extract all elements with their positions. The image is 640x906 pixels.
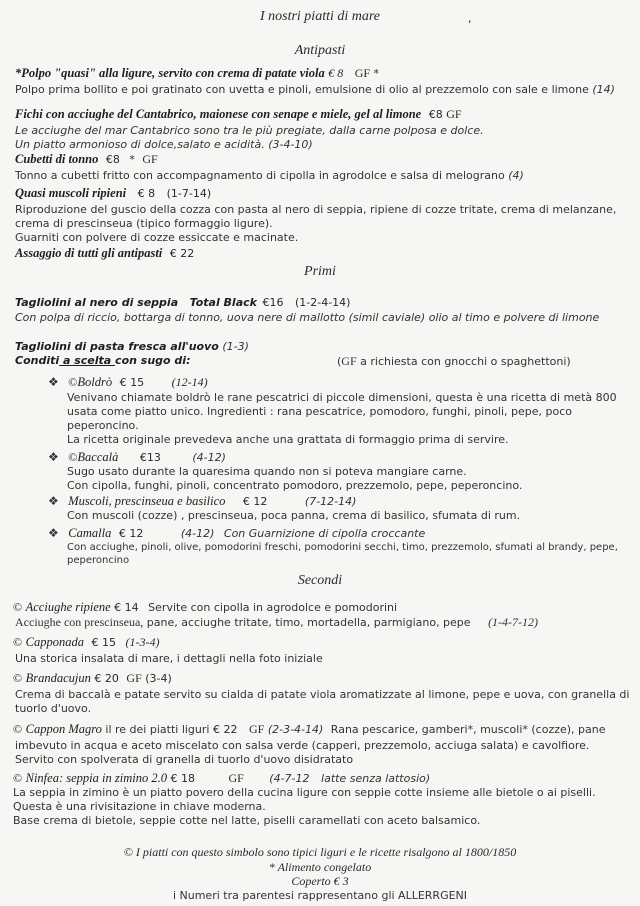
gluten-free-icon: GF [248,722,265,736]
classic-ligurian-icon: © [68,375,78,389]
sauce-camalla [48,526,425,541]
gluten-free-icon: GF [446,107,462,121]
condiments-label: Conditi [15,354,60,367]
gluten-free-icon: GF [142,152,158,166]
allergens: (14) [592,83,615,96]
dish-fichi [15,107,462,122]
sauce-muscoli [48,494,356,509]
section-title-primi: Primi [304,264,336,279]
dish-price: € 14 [114,601,139,614]
condiments-line [15,354,190,367]
desc-line: Venivano chiamate boldrò le rane pescatrici di piccole dimensioni, questa è una ricetta di metà 800 [67,391,617,404]
frozen-icon: * [373,67,380,80]
allergens: (2-3-4-14) [267,723,324,736]
desc-line: Con muscoli (cozze) , prescinseua, poca panna, crema di basilico, sfumata di rum. [67,509,521,522]
gf-note [337,354,571,369]
allergens: (4-12) [180,527,215,540]
dish-cappon-magro [13,722,606,737]
dish-tagline: il re dei piatti liguri [105,723,210,736]
gluten-free-icon: GF [126,671,142,685]
desc-line: Crema di baccalà e patate servito su cialda di patate viola aromatizzate al limone, pepe e uova, con granella di [15,688,630,701]
desc-lead: Acciughe con prescinseua, [15,615,144,629]
dish-price: € 22 [169,247,195,260]
dish-name: Ninfea: seppia in zimino 2.0 [25,771,167,785]
dish-name: Baccalà [77,450,119,464]
classic-ligurian-icon: © [13,671,23,685]
dish-name: Boldrò [77,375,113,389]
dish-note: Con Guarnizione di cipolla croccante [223,527,426,540]
gluten-free-icon: GF [354,66,371,80]
dish-description [15,83,615,96]
classic-ligurian-icon: © [13,771,23,785]
dish-name: Camalla [68,526,112,540]
dish-assaggio [15,246,194,261]
dish-price: €8 [105,153,120,166]
dish-price: € 8 [137,187,156,200]
desc-line: Le acciughe del mar Cantabrico sono tra le più pregiate, dalla carne polposa e dolce. [15,124,484,137]
allergens: (3-4) [145,672,172,685]
allergens: (1-3) [222,340,249,353]
footer-classic-note: © I piatti con questo simbolo sono tipici liguri e le ricette risalgono al 1800/1850 [123,845,517,859]
allergens: (4-7-12 [269,772,310,785]
classic-ligurian-icon: © [13,600,23,614]
diamond-bullet-icon: ❖ [48,494,59,508]
diamond-bullet-icon: ❖ [48,526,59,540]
sauce-baccala [48,450,226,465]
desc-line: Base crema di bietole, seppie cotte nel latte, piselli caramellati con aceto balsamico. [13,814,481,827]
condiments-label-end: con sugo di: [115,354,191,367]
allergens: (1-2-4-14) [294,296,351,309]
desc-line: usata come piatto unico. Ingredienti : rana pescatrice, pomodoro, funghi, pinoli, pepe, poco [67,405,573,418]
sauce-boldro [48,375,208,390]
dish-price: € 12 [242,495,268,508]
footer-frozen-note: * Alimento congelato [268,860,372,874]
dish-ninfea [13,771,430,786]
allergens: (3-4-10) [268,138,313,151]
dish-acciughe-ripiene [13,600,397,615]
dish-name: Fichi con acciughe del Cantabrico, maionese con senape e miele, gel al limone [15,107,422,121]
allergen-note: latte senza lattosio) [321,772,431,785]
gf-note-text: a richiesta con gnocchi o spaghettoni) [356,355,571,368]
desc-line: Tonno a cubetti fritto con accompagnamento di cipolla in agrodolce e salsa di melograno [15,169,505,182]
dish-price: € 15 [91,636,116,649]
dish-capponada [13,635,159,650]
desc-line: peperoncino [67,555,130,566]
dish-price: € 20 [94,672,119,685]
allergens: (12-14) [171,375,208,389]
allergens: (1-7-14) [166,187,212,200]
dish-tagliolini [15,340,249,353]
desc-line: Con cipolla, funghi, pinoli, concentrato pomodoro, prezzemolo, pepe, peperoncino. [67,479,523,492]
dish-price: € 12 [118,527,144,540]
footer-coperto: Coperto € 3 [291,874,349,888]
dish-name: Muscoli, prescinseua e basilico [68,494,226,508]
desc-line: Polpo prima bollito e poi gratinato con uvetta e pinoli, emulsione di olio al prezzemolo con sale e limone [15,83,589,96]
desc-line: peperoncino. [67,419,139,432]
desc-line: tuorlo d'uovo. [15,702,92,715]
dish-price: € 18 [170,772,195,785]
desc-line: pane, acciughe tritate, timo, mortadella, parmigiano, pepe [146,616,471,629]
dish-name: Cubetti di tonno [15,152,99,166]
dish-name: Brandacujun [25,671,91,685]
dish-price: € 22 [212,723,238,736]
desc-line: crema di prescinseua (tipico formaggio ligure). [15,217,273,230]
dish-total-black [15,296,350,309]
gluten-free-icon: GF [228,771,244,785]
allergens: (4) [508,169,524,182]
dish-name: Quasi muscoli ripieni [15,186,127,200]
dish-price: €8 [428,108,443,121]
classic-ligurian-icon: © [13,635,23,649]
diamond-bullet-icon: ❖ [48,375,59,389]
dish-name: Assaggio di tutti gli antipasti [15,246,163,260]
allergens: (1-4-7-12) [488,615,539,629]
desc-line: Riproduzione del guscio della cozza con pasta al nero di seppia, ripiene di cozze tritate, crema di melanzane, [15,203,617,216]
dish-description [15,138,313,151]
dish-polpo [15,66,379,81]
desc-line: imbevuto in acqua e aceto miscelato con salsa verde (capperi, prezzemolo, acciuga salata) e cavolfiore. [15,739,590,752]
section-title-antipasti: Antipasti [294,43,346,58]
stray-mark: , [468,12,472,25]
section-title-secondi: Secondi [297,573,343,588]
dish-name: Tagliolini al nero di seppia [15,296,179,309]
dish-description: Con polpa di riccio, bottarga di tonno, uova nere di mallotto (simil caviale) olio al timo e polvere di limone [15,311,600,324]
desc-line: La ricetta originale prevedeva anche una grattata di formaggio prima di servire. [67,433,509,446]
menu-title: I nostri piatti di mare [259,9,381,24]
desc-line: Con acciughe, pinoli, olive, pomodorini freschi, pomodorini secchi, timo, prezzemolo, sfumati al brandy, pepe, [67,542,618,553]
dish-note: Servite con cipolla in agrodolce e pomodorini [148,601,398,614]
dish-name: Capponada [25,635,84,649]
allergens: (7-12-14) [304,495,357,508]
dish-description [15,169,524,182]
desc-line: Questa è una rivisitazione in chiave moderna. [13,800,266,813]
classic-ligurian-icon: © [68,450,78,464]
gluten-free-icon: GF [341,354,357,368]
dish-name: Cappon Magro [25,722,102,736]
dish-name: Polpo "quasi" alla ligure, servito con crema di patate viola [21,66,325,80]
desc-line: La seppia in zimino è un piatto povero della cucina ligure con seppie cotte insieme alle bietole o ai piselli. [13,786,596,799]
allergens: (4-12) [192,451,226,464]
dish-subname: Total Black [189,296,257,309]
paren: ( [337,355,342,368]
dish-quasi-muscoli [15,186,211,201]
diamond-bullet-icon: ❖ [48,450,59,464]
dish-price: € 8 [328,66,344,80]
desc-line: Servito con spolverata di granella di tuorlo d'uovo disidratato [15,753,354,766]
desc-line: Una storica insalata di mare, i dettagli nella foto iniziale [15,652,323,665]
allergens: (1-3-4) [125,635,160,649]
dish-price: € 15 [119,376,145,389]
desc-line: Sugo usato durante la quaresima quando non si poteva mangiare carne. [67,465,467,478]
desc-line: Un piatto armonioso di dolce,salato e acidità. [15,138,265,151]
dish-description [15,615,538,630]
desc-line: Guarniti con polvere di cozze essiccate e macinate. [15,231,299,244]
dish-brandacujun [13,671,172,686]
classic-ligurian-icon: © [13,722,23,736]
dish-note: Rana pescarice, gamberi*, muscoli* (cozze), pane [330,723,606,736]
dish-cubetti [15,152,158,167]
frozen-icon: * [129,153,135,166]
condiments-choice: a scelta [59,354,116,367]
dish-name: Tagliolini di pasta fresca all'uovo [15,340,219,353]
dish-name: Acciughe ripiene [25,600,111,614]
dish-prefix: * [15,66,22,80]
footer-allergens-note: i Numeri tra parentesi rappresentano gli ALLERRGENI [172,889,468,902]
dish-price: €13 [139,451,161,464]
dish-price: €16 [262,296,284,309]
